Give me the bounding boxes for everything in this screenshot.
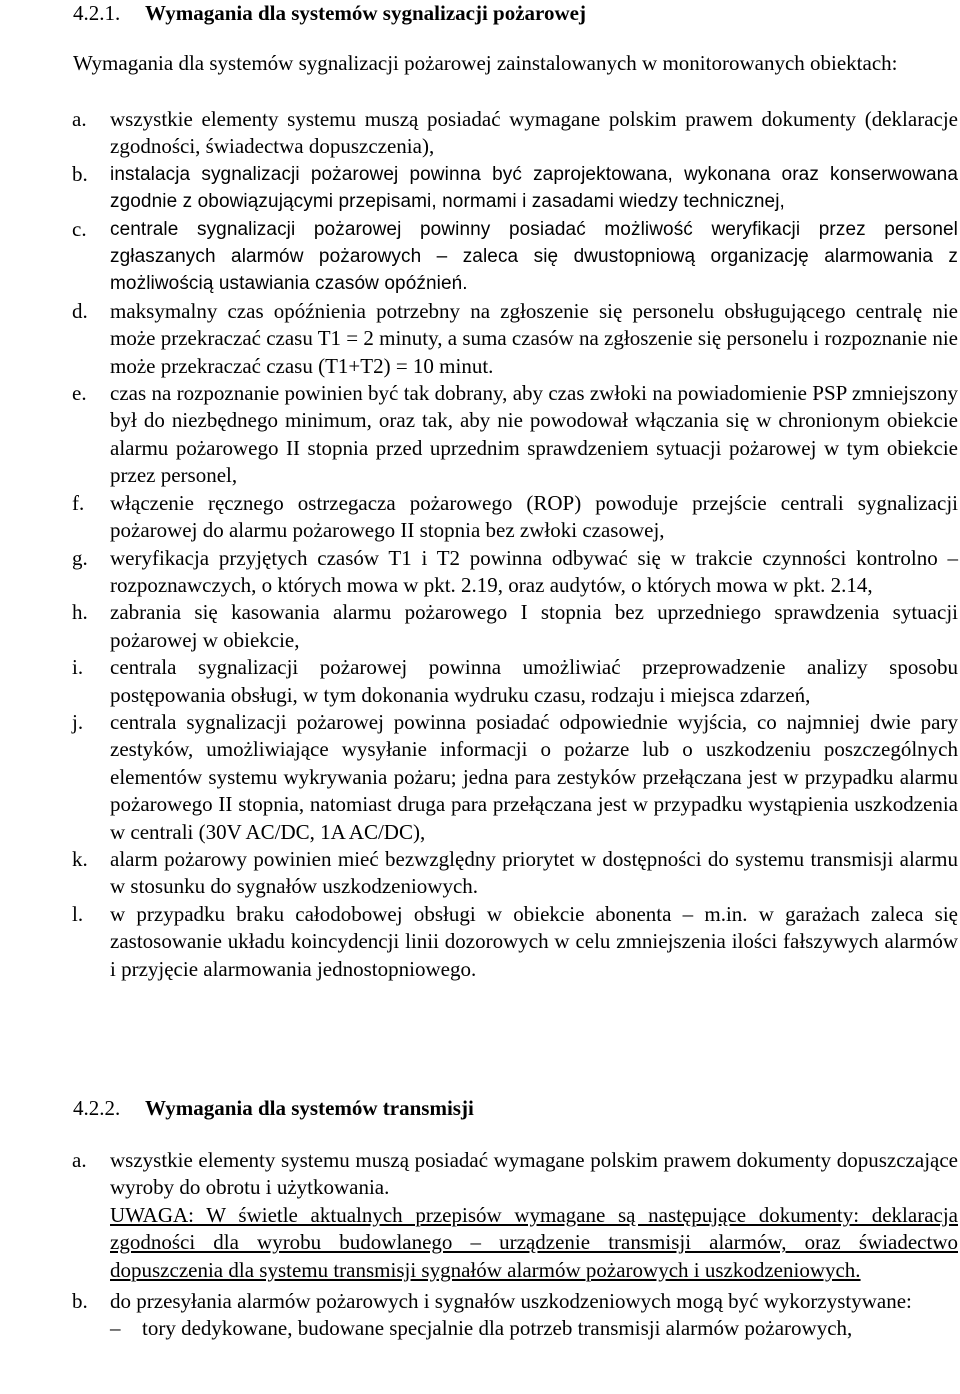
item-label: e. <box>72 381 87 406</box>
item-label: c. <box>72 216 87 241</box>
item-label: b. <box>72 1289 88 1314</box>
requirements-list-fire <box>0 106 958 983</box>
list-item <box>0 846 958 901</box>
list-item <box>0 106 958 161</box>
list-item <box>0 161 958 216</box>
item-text: w przypadku braku całodobowej obsługi w obiekcie abonenta – m.in. w garażach zaleca się zastosowanie układu koincydencji linii dozorowych w celu zmniejszenia ilości fałszywych alarmów i przyjęcie alarmowania jednostopniowego. <box>110 901 958 981</box>
item-text: wszystkie elementy systemu muszą posiadać wymagane polskim prawem dokumenty dopuszczające wyroby do obrotu i użytkowania. <box>110 1148 958 1200</box>
item-text: instalacja sygnalizacji pożarowej powinna być zaprojektowana, wykonana oraz konserwowana zgodnie z obowiązującymi przepisami, normami i zasadami wiedzy technicznej, <box>110 163 958 213</box>
section-heading-4-2-1 <box>73 0 586 26</box>
item-text: do przesyłania alarmów pożarowych i sygnałów uszkodzeniowych mogą być wykorzystywane: <box>110 1289 912 1314</box>
list-item <box>0 545 958 600</box>
section-title: Wymagania dla systemów transmisji <box>145 1096 474 1120</box>
list-item <box>0 380 958 490</box>
list-item <box>0 654 958 709</box>
item-text: weryfikacja przyjętych czasów T1 i T2 powinna odbywać się w trakcie czynności kontrolno – rozpoznawczych, o których mowa w pkt. 2.19, oraz audytów, o których mowa w pkt. 2.14, <box>110 545 958 597</box>
section-number: 4.2.1. <box>73 1 121 25</box>
item-text: tory dedykowane, budowane specjalnie dla potrzeb transmisji alarmów pożarowych, <box>142 1316 853 1341</box>
list-item <box>0 901 958 983</box>
item-label: b. <box>72 161 88 186</box>
item-text: centrale sygnalizacji pożarowej powinny posiadać możliwość weryfikacji przez personel zgłaszanych alarmów pożarowych – zaleca się dwustopniową organizację alarmowania z możliwością ustawiania czasów opóźnień. <box>110 218 958 295</box>
item-text: wszystkie elementy systemu muszą posiadać wymagane polskim prawem dokumenty (deklaracje zgodności, świadectwa dopuszczenia), <box>110 107 958 159</box>
item-text: centrala sygnalizacji pożarowej powinna posiadać odpowiednie wyjścia, co najmniej dwie pary zestyków, umożliwiające wysyłanie informacji o pożarze lub o uszkodzeniu poszczególnych elementów systemu wykrywania pożaru; jedna para zestyków przełączana jest w przypadku alarmu pożarowego II stopnia, natomiast druga para przełączana jest w przypadku wystąpienia uszkodzenia w centrali (30V AC/DC, 1A AC/DC), <box>110 709 958 844</box>
item-text: alarm pożarowy powinien mieć bezwzględny priorytet w dostępności do systemu transmisji alarmu w stosunku do sygnałów uszkodzeniowych. <box>110 846 958 899</box>
item-text: centrala sygnalizacji pożarowej powinna umożliwiać przeprowadzenie analizy sposobu postępowania obsługi, w tym dokonania wydruku czasu, rodzaju i miejsca zdarzeń, <box>110 655 958 707</box>
section-heading-4-2-2 <box>73 1095 474 1121</box>
item-text: maksymalny czas opóźnienia potrzebny na zgłoszenie się personelu obsługującego centralę nie może przekraczać czasu T1 = 2 minuty, a suma czasów na zgłoszenie się personelu i rozpoznanie nie może przekraczać czasu (T1+T2) = 10 minut. <box>110 298 958 378</box>
list-item <box>0 216 958 298</box>
item-label: g. <box>72 545 88 570</box>
uwaga-note: UWAGA: W świetle aktualnych przepisów wymagane są następujące dokumenty: deklaracja zgodności dla wyrobu budowlanego – urządzenie transmisji alarmów, oraz świadectwo dopuszczenia dla systemu transmisji sygnałów alarmów pożarowych i uszkodzeniowych. <box>110 1202 958 1282</box>
section-title: Wymagania dla systemów sygnalizacji pożarowej <box>145 1 586 25</box>
item-label: i. <box>72 655 84 680</box>
item-label: h. <box>72 600 88 625</box>
item-label: a. <box>72 1148 87 1172</box>
item-label: a. <box>72 107 87 131</box>
item-label: f. <box>72 490 85 515</box>
dash-label: – <box>110 1316 121 1341</box>
item-text: włączenie ręcznego ostrzegacza pożarowego (ROP) powoduje przejście centrali sygnalizacji pożarowej do alarmu pożarowego II stopnia bez zwłoki czasowej, <box>110 490 958 543</box>
list-item <box>0 1288 958 1315</box>
list-item <box>0 599 958 654</box>
list-item <box>0 298 958 380</box>
item-label: j. <box>72 709 84 734</box>
requirements-list-transmission <box>0 1147 958 1343</box>
list-item <box>0 490 958 545</box>
item-label: k. <box>72 846 88 871</box>
list-item <box>0 1147 958 1284</box>
dash-list-item <box>0 1315 958 1342</box>
item-label: d. <box>72 298 88 323</box>
section-intro: Wymagania dla systemów sygnalizacji pożarowej zainstalowanych w monitorowanych obiektach: <box>73 51 898 75</box>
list-item <box>0 709 958 846</box>
section-number: 4.2.2. <box>73 1096 121 1120</box>
item-label: l. <box>72 901 84 926</box>
item-text: zabrania się kasowania alarmu pożarowego I stopnia bez uprzedniego sprawdzenia sytuacji pożarowej w obiekcie, <box>110 600 958 652</box>
item-text: czas na rozpoznanie powinien być tak dobrany, aby czas zwłoki na powiadomienie PSP zmniejszony był do niezbędnego minimum, oraz tak, aby nie powodował włączania się w chronionym obiekcie alarmu pożarowego II stopnia przed uprzednim sprawdzeniem sytuacji pożarowej w tym obiekcie przez personel, <box>110 381 958 488</box>
